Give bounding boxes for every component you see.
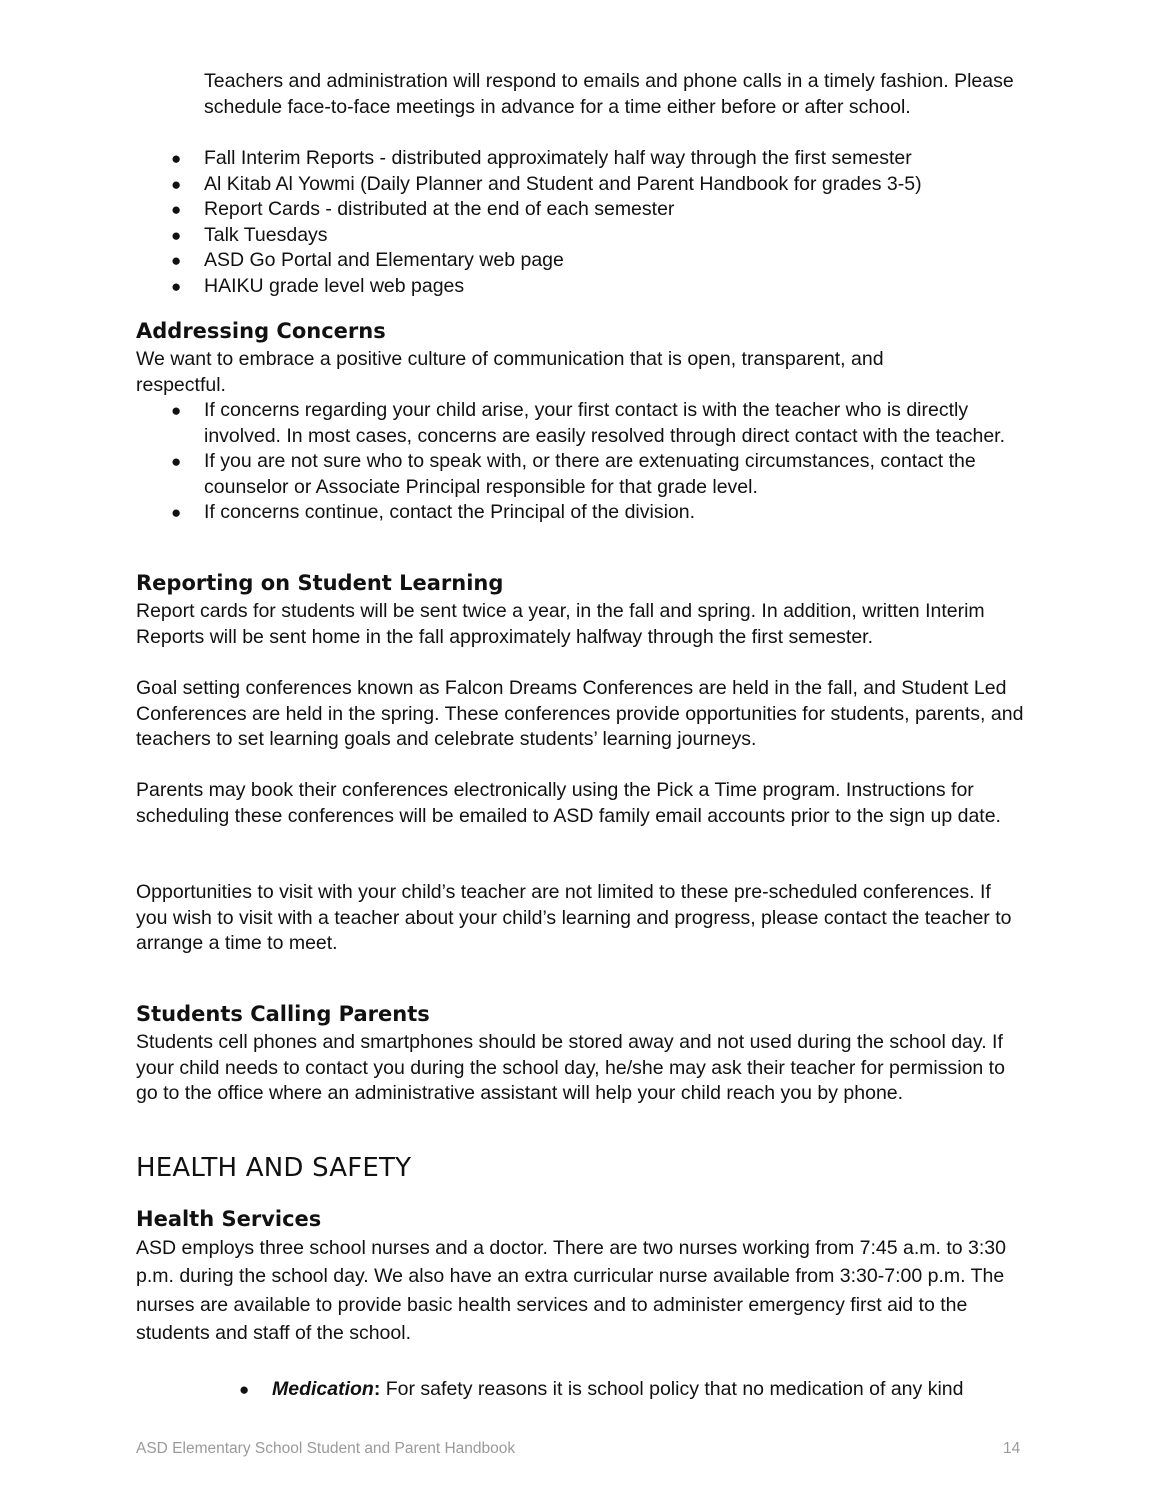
addressing-concerns-intro: We want to embrace a positive culture of communication that is open, transparent, and respectful. xyxy=(136,348,884,396)
communication-bullet-list xyxy=(171,146,1024,299)
list-item: ● Fall Interim Reports - distributed approximately half way through the first semester xyxy=(204,146,1024,172)
bullet-icon: ● xyxy=(171,200,182,219)
list-item: ● Al Kitab Al Yowmi (Daily Planner and Student and Parent Handbook for grades 3-5) xyxy=(204,172,1024,198)
list-item: ● ASD Go Portal and Elementary web page xyxy=(204,248,1024,274)
medication-colon: : xyxy=(373,1378,381,1400)
list-item: ● Report Cards - distributed at the end of each semester xyxy=(204,197,1024,223)
bullet-icon: ● xyxy=(171,276,182,296)
medication-text: For safety reasons it is school policy that no medication of any kind xyxy=(380,1378,964,1400)
reporting-paragraph-4: Opportunities to visit with your child’s teacher are not limited to these pre-scheduled conferences. If you wish to visit with a teacher about your child’s learning and progress, please contact the teacher to arrange a time to meet. xyxy=(136,881,1012,954)
page-number: 14 xyxy=(1003,1440,1021,1457)
list-item: ● Talk Tuesdays xyxy=(204,223,1024,249)
bullet-icon: ● xyxy=(171,503,182,522)
list-item: ● If concerns regarding your child arise, your first contact is with the teacher who is directly involved. In most cases, concerns are easily resolved through direct contact with the teacher. xyxy=(171,399,1005,447)
reporting-heading: Reporting on Student Learning xyxy=(136,571,504,595)
students-calling-paragraph: Students cell phones and smartphones should be stored away and not used during the school day. If your child needs to contact you during the school day, he/she may ask their teacher for permission to go to the office where an administrative assistant will help your child reach you by phone. xyxy=(136,1031,1005,1104)
bullet-icon: ● xyxy=(171,174,182,194)
health-safety-heading: HEALTH AND SAFETY xyxy=(136,1153,412,1183)
list-item: ● If you are not sure who to speak with, or there are extenuating circumstances, contact the counselor or Associate Principal responsible for that grade level. xyxy=(171,450,976,498)
bullet-icon: ● xyxy=(171,401,182,420)
reporting-paragraph-1: Report cards for students will be sent twice a year, in the fall and spring. In addition, written Interim Reports will be sent home in the fall approximately halfway through the first semester. xyxy=(136,600,985,648)
concerns-bullet-list xyxy=(171,398,1029,526)
list-item: ● If concerns continue, contact the Principal of the division. xyxy=(204,500,1029,526)
medication-term: Medication xyxy=(272,1378,374,1400)
reporting-paragraph-3: Parents may book their conferences electronically using the Pick a Time program. Instructions for scheduling these conferences will be emailed to ASD family email accounts prior to the sign up date. xyxy=(136,779,1001,827)
reporting-paragraph-2: Goal setting conferences known as Falcon Dreams Conferences are held in the fall, and Student Led Conferences are held in the spring. These conferences provide opportunities for students, parents, and teachers to set learning goals and celebrate students’ learning journeys. xyxy=(136,677,1024,750)
communication-continued-paragraph: Teachers and administration will respond to emails and phone calls in a timely fashion. Please schedule face-to-face meetings in advance for a time either before or after school. xyxy=(204,70,1014,118)
medication-bullet-list xyxy=(239,1377,1032,1403)
footer-title: ASD Elementary School Student and Parent Handbook xyxy=(136,1440,516,1457)
bullet-icon: ● xyxy=(171,452,182,471)
bullet-icon: ● xyxy=(239,1380,250,1399)
bullet-icon: ● xyxy=(171,225,182,245)
list-item xyxy=(239,1377,1032,1403)
students-calling-heading: Students Calling Parents xyxy=(136,1002,430,1026)
health-services-paragraph: ASD employs three school nurses and a doctor. There are two nurses working from 7:45 a.m. to 3:30 p.m. during the school day. We also have an extra curricular nurse available from 3:30-7:00 p.m. The nurses are available to provide basic health services and to administer emergency first aid to the students and staff of the school. xyxy=(136,1237,1006,1344)
list-item: ● HAIKU grade level web pages xyxy=(204,274,1024,300)
bullet-icon: ● xyxy=(171,251,182,270)
bullet-icon: ● xyxy=(171,149,182,168)
addressing-concerns-heading: Addressing Concerns xyxy=(136,319,386,343)
health-services-heading: Health Services xyxy=(136,1207,322,1231)
